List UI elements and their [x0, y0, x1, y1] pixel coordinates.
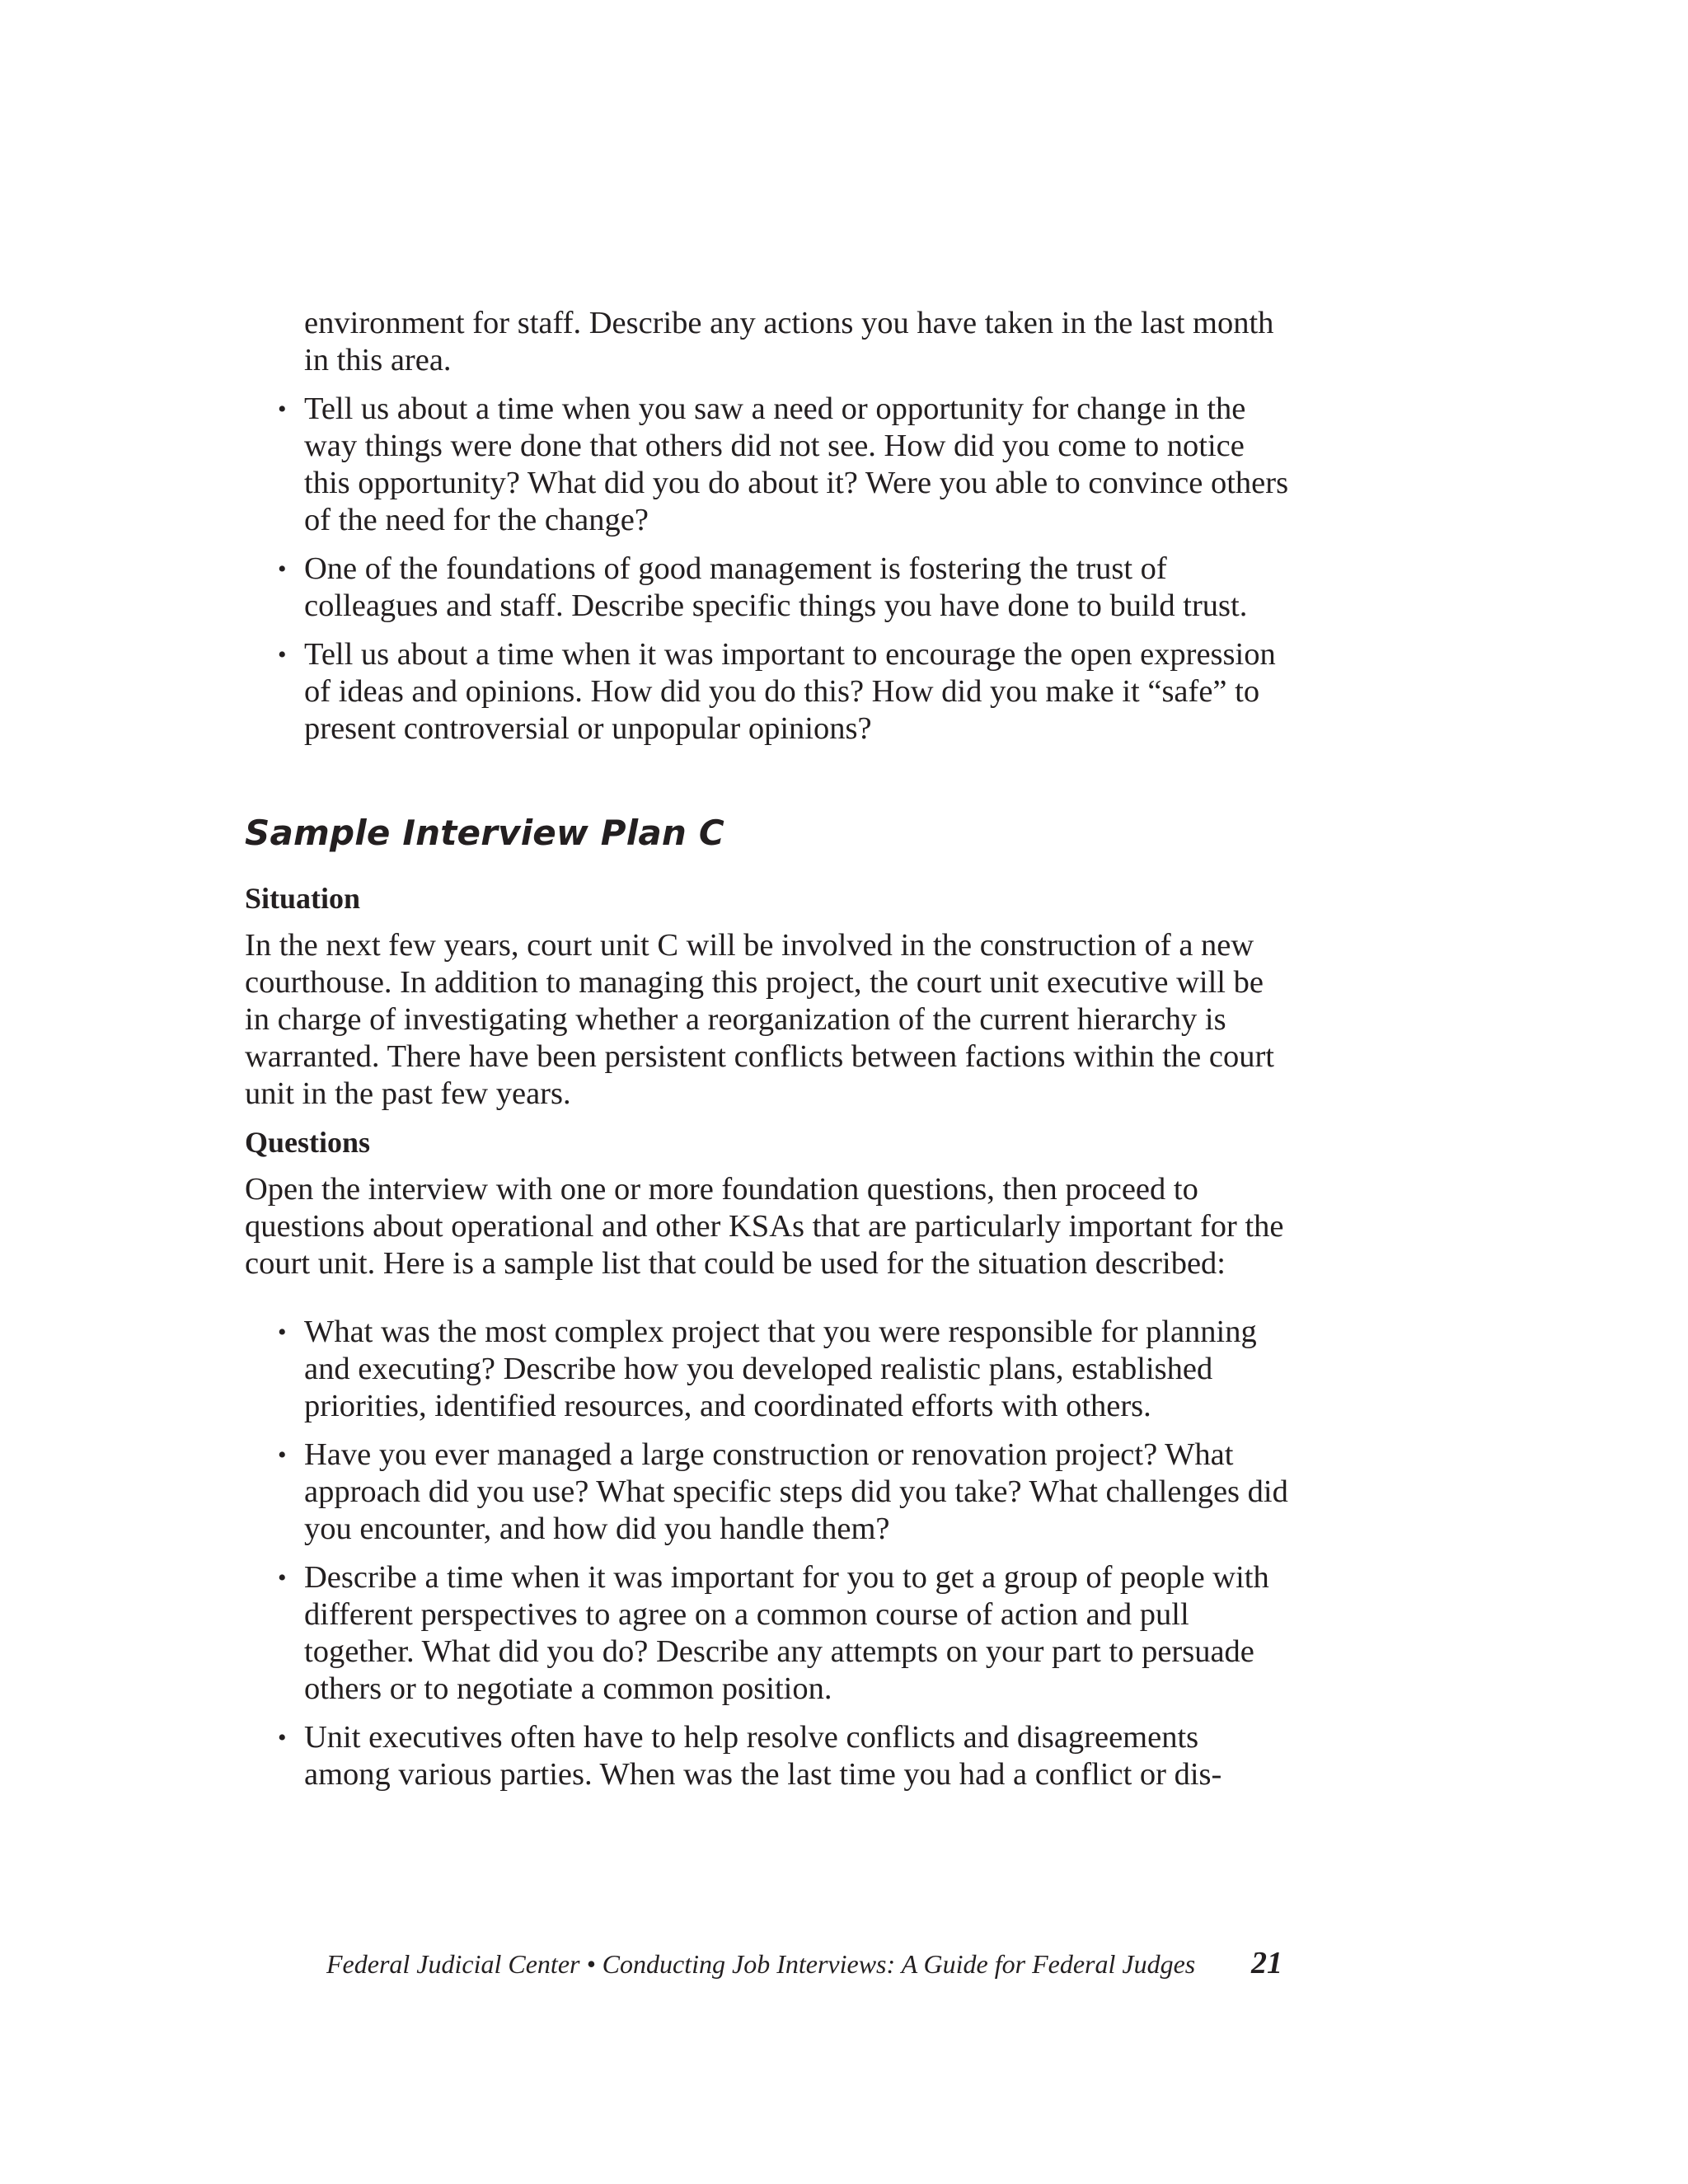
- list-item: [245, 1314, 1292, 1425]
- situation-paragraph: In the next few years, court unit C will be involved in the construction of a new courthouse. In addition to managing this project, the court unit executive will be in charge of investigating whether a reorganization of the current hierarchy is warranted. There have been persistent conflicts between factions within the court unit in the past few years.: [245, 928, 1274, 1111]
- list-item: [245, 636, 1292, 748]
- list-item: [245, 1719, 1292, 1793]
- bullet-icon: •: [278, 1564, 287, 1591]
- list-item: [245, 551, 1292, 625]
- bullet-icon: •: [278, 1441, 287, 1469]
- bullet-text: Unit executives often have to help resolve conflicts and disagreements among various parties. When was the last time you had a conflict or dis-: [304, 1720, 1222, 1792]
- bullet-text: Have you ever managed a large construction or renovation project? What approach did you use? What specific steps did you take? What challenges did you encounter, and how did you handle them?: [304, 1437, 1288, 1546]
- questions-heading: Questions: [245, 1126, 371, 1159]
- bullet-text: Describe a time when it was important for you to get a group of people with different perspectives to agree on a common course of action and pull together. What did you do? Describe any attempts on your part to persuade others or to negotiate a common position.: [304, 1560, 1269, 1706]
- top-bullet-list: [245, 391, 1292, 748]
- bullet-text: What was the most complex project that you were responsible for planning and executing? Describe how you developed realistic plans, established priorities, identified resources, and coordinated efforts with others.: [304, 1315, 1257, 1423]
- list-item: [245, 391, 1292, 539]
- situation-heading: Situation: [245, 882, 361, 915]
- page-footer: [326, 1945, 1282, 1981]
- footer-title: Federal Judicial Center • Conducting Job Interviews: A Guide for Federal Judges: [326, 1949, 1196, 1979]
- page-number: 21: [1251, 1946, 1282, 1980]
- list-item: [245, 1436, 1292, 1548]
- bullet-icon: •: [278, 641, 287, 668]
- question-bullet-list: [245, 1314, 1292, 1793]
- continued-bullet-text: environment for staff. Describe any actions you have taken in the last month in this area.: [304, 306, 1274, 377]
- bullet-text: Tell us about a time when it was important to encourage the open expression of ideas and opinions. How did you do this? How did you make it “safe” to present controversial or unpopular opinions?: [304, 637, 1276, 746]
- bullet-icon: •: [278, 1319, 287, 1346]
- bullet-text: One of the foundations of good management is fostering the trust of colleagues and staff. Describe specific things you have done to build trust.: [304, 551, 1248, 623]
- bullet-icon: •: [278, 396, 287, 423]
- bullet-icon: •: [278, 1724, 287, 1751]
- section-title: Sample Interview Plan C: [245, 813, 724, 853]
- bullet-icon: •: [278, 555, 287, 583]
- bullet-text: Tell us about a time when you saw a need or opportunity for change in the way things were done that others did not see. How did you come to notice this opportunity? What did you do about it? Were you able to convince others of the need for the change?: [304, 391, 1289, 537]
- text-column: [245, 305, 1292, 1805]
- questions-intro-paragraph: Open the interview with one or more foundation questions, then proceed to questions about operational and other KSAs that are particularly important for the court unit. Here is a sample list that could be used for the situation described:: [245, 1172, 1284, 1281]
- list-item: [245, 1559, 1292, 1708]
